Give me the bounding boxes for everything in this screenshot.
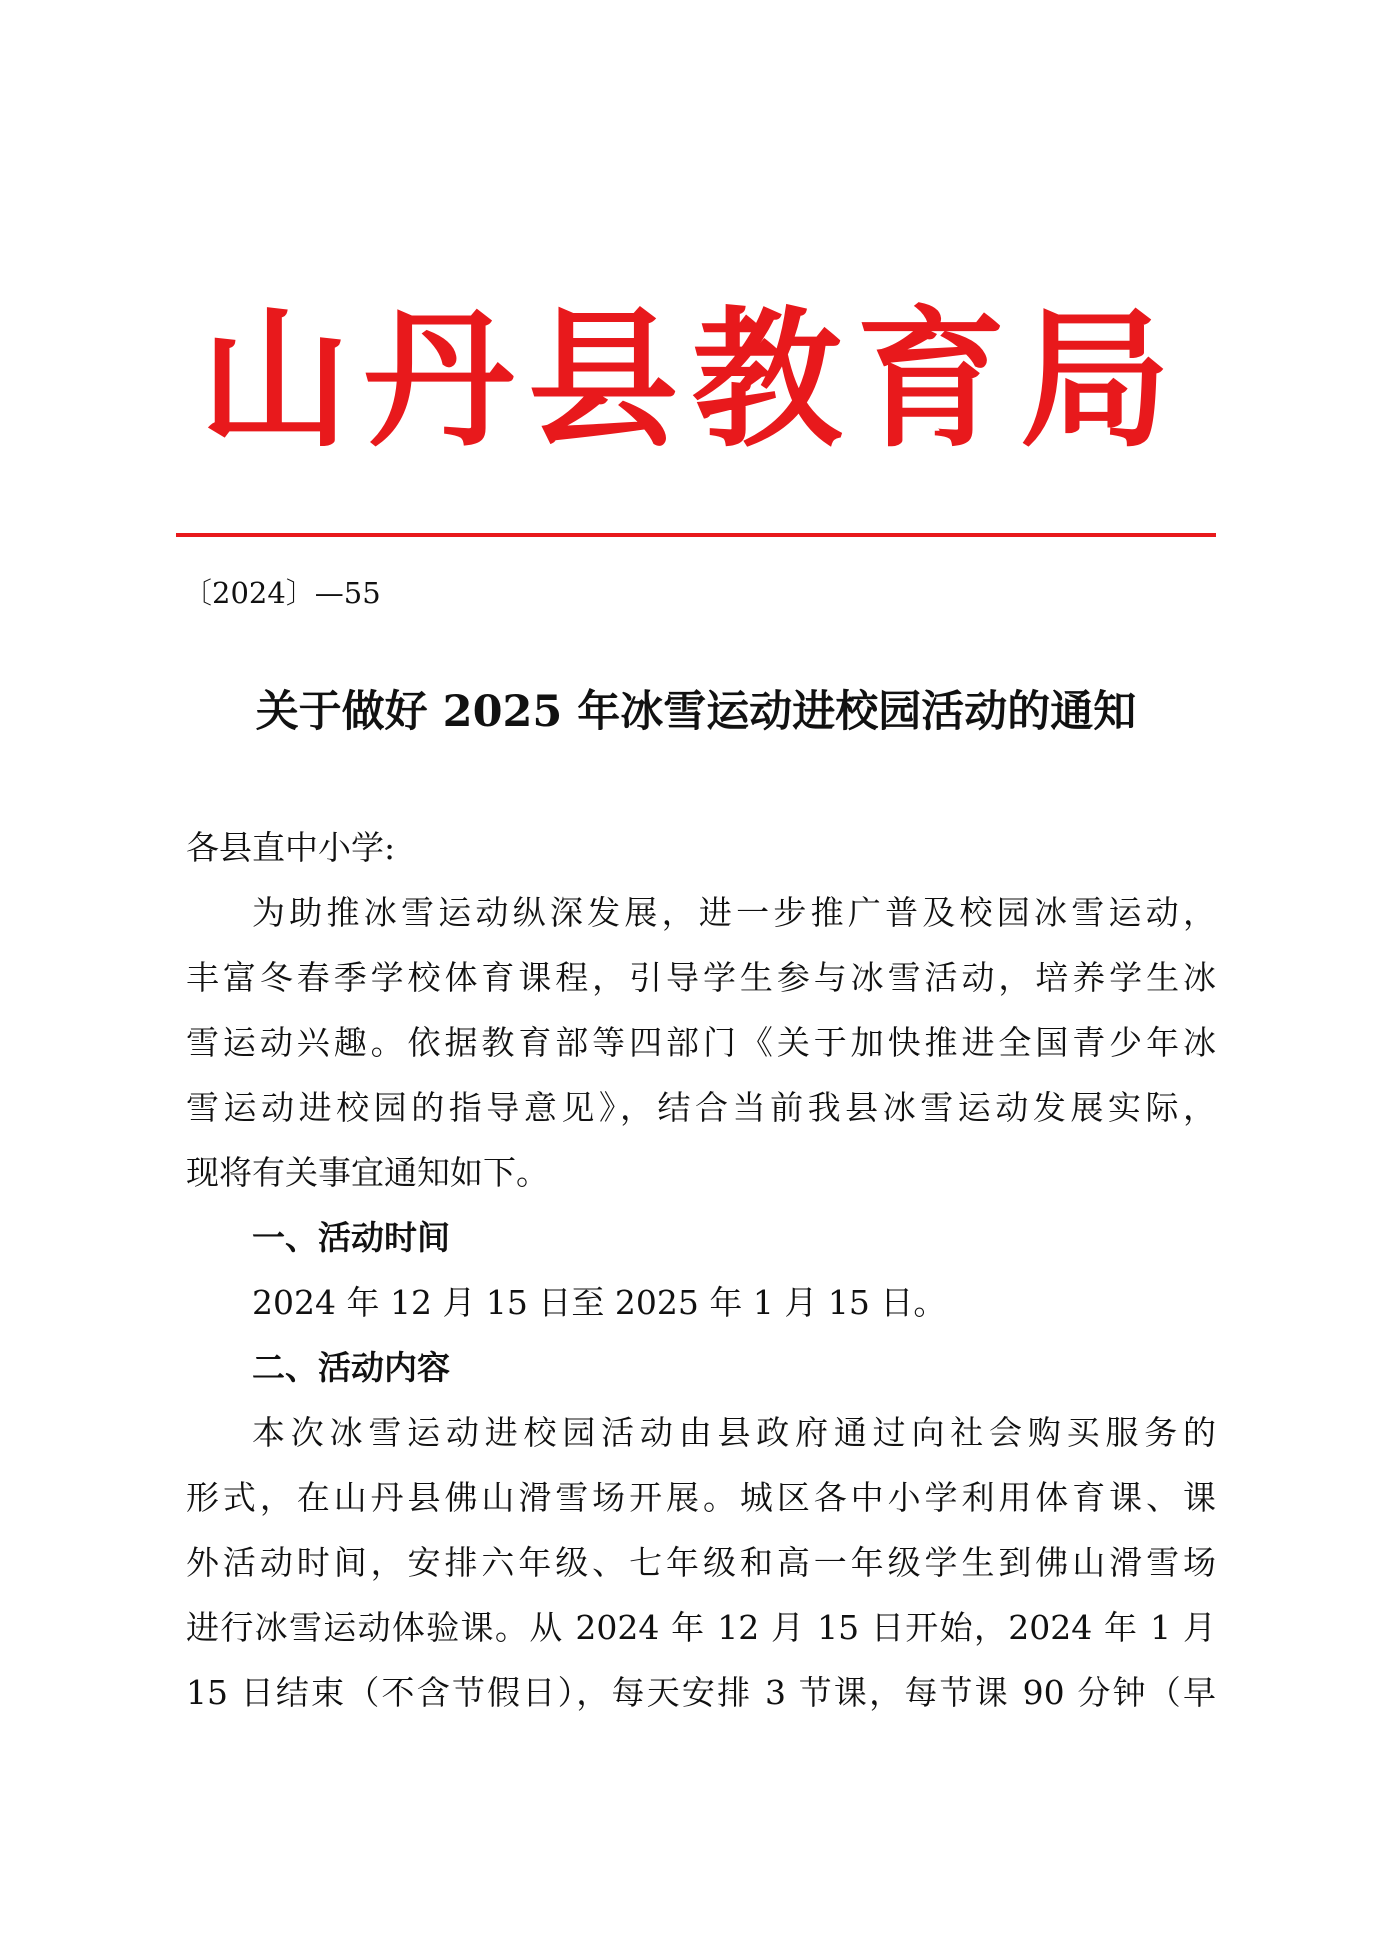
paragraph-line: 形式，在山丹县佛山滑雪场开展。城区各中小学利用体育课、课: [186, 1478, 1216, 1517]
masthead-char: 山: [199, 292, 350, 468]
intro-paragraph: [186, 880, 1216, 1205]
paragraph-line: 进行冰雪运动体验课。从 2024 年 12 月 15 日开始，2024 年 1 月: [186, 1608, 1216, 1647]
paragraph-line: 为助推冰雪运动纵深发展，进一步推广普及校园冰雪运动，: [252, 893, 1216, 932]
masthead-char: 教: [691, 292, 842, 468]
masthead-char: 育: [855, 292, 1006, 468]
paragraph-line: 15 日结束（不含节假日），每天安排 3 节课，每节课 90 分钟（早: [186, 1673, 1216, 1712]
paragraph-line: 雪运动兴趣。依据教育部等四部门《关于加快推进全国青少年冰: [186, 1023, 1216, 1062]
paragraph-line: 丰富冬春季学校体育课程，引导学生参与冰雪活动，培养学生冰: [186, 958, 1216, 997]
document-title: 关于做好 2025 年冰雪运动进校园活动的通知: [255, 687, 1137, 737]
masthead-char: 丹: [363, 292, 514, 468]
masthead-char: 局: [1019, 292, 1170, 468]
paragraph-line: 外活动时间，安排六年级、七年级和高一年级学生到佛山滑雪场: [186, 1543, 1216, 1582]
document-number: 〔2024〕—55: [183, 576, 381, 610]
activity-content-paragraph: [186, 1400, 1216, 1725]
masthead-char: 县: [527, 292, 678, 468]
activity-time-text: 2024 年 12 月 15 日至 2025 年 1 月 15 日。: [252, 1283, 947, 1322]
red-divider-line: [176, 533, 1216, 537]
paragraph-line: 现将有关事宜通知如下。: [186, 1153, 549, 1192]
masthead-title: [195, 285, 1175, 475]
document-body: [186, 815, 1216, 1725]
section-heading-activity-time: 一、活动时间: [252, 1218, 450, 1257]
paragraph-line: 本次冰雪运动进校园活动由县政府通过向社会购买服务的: [252, 1413, 1216, 1452]
section-heading-activity-content: 二、活动内容: [252, 1348, 450, 1387]
paragraph-line: 雪运动进校园的指导意见》，结合当前我县冰雪运动发展实际，: [186, 1088, 1216, 1127]
salutation: 各县直中小学:: [186, 828, 396, 867]
